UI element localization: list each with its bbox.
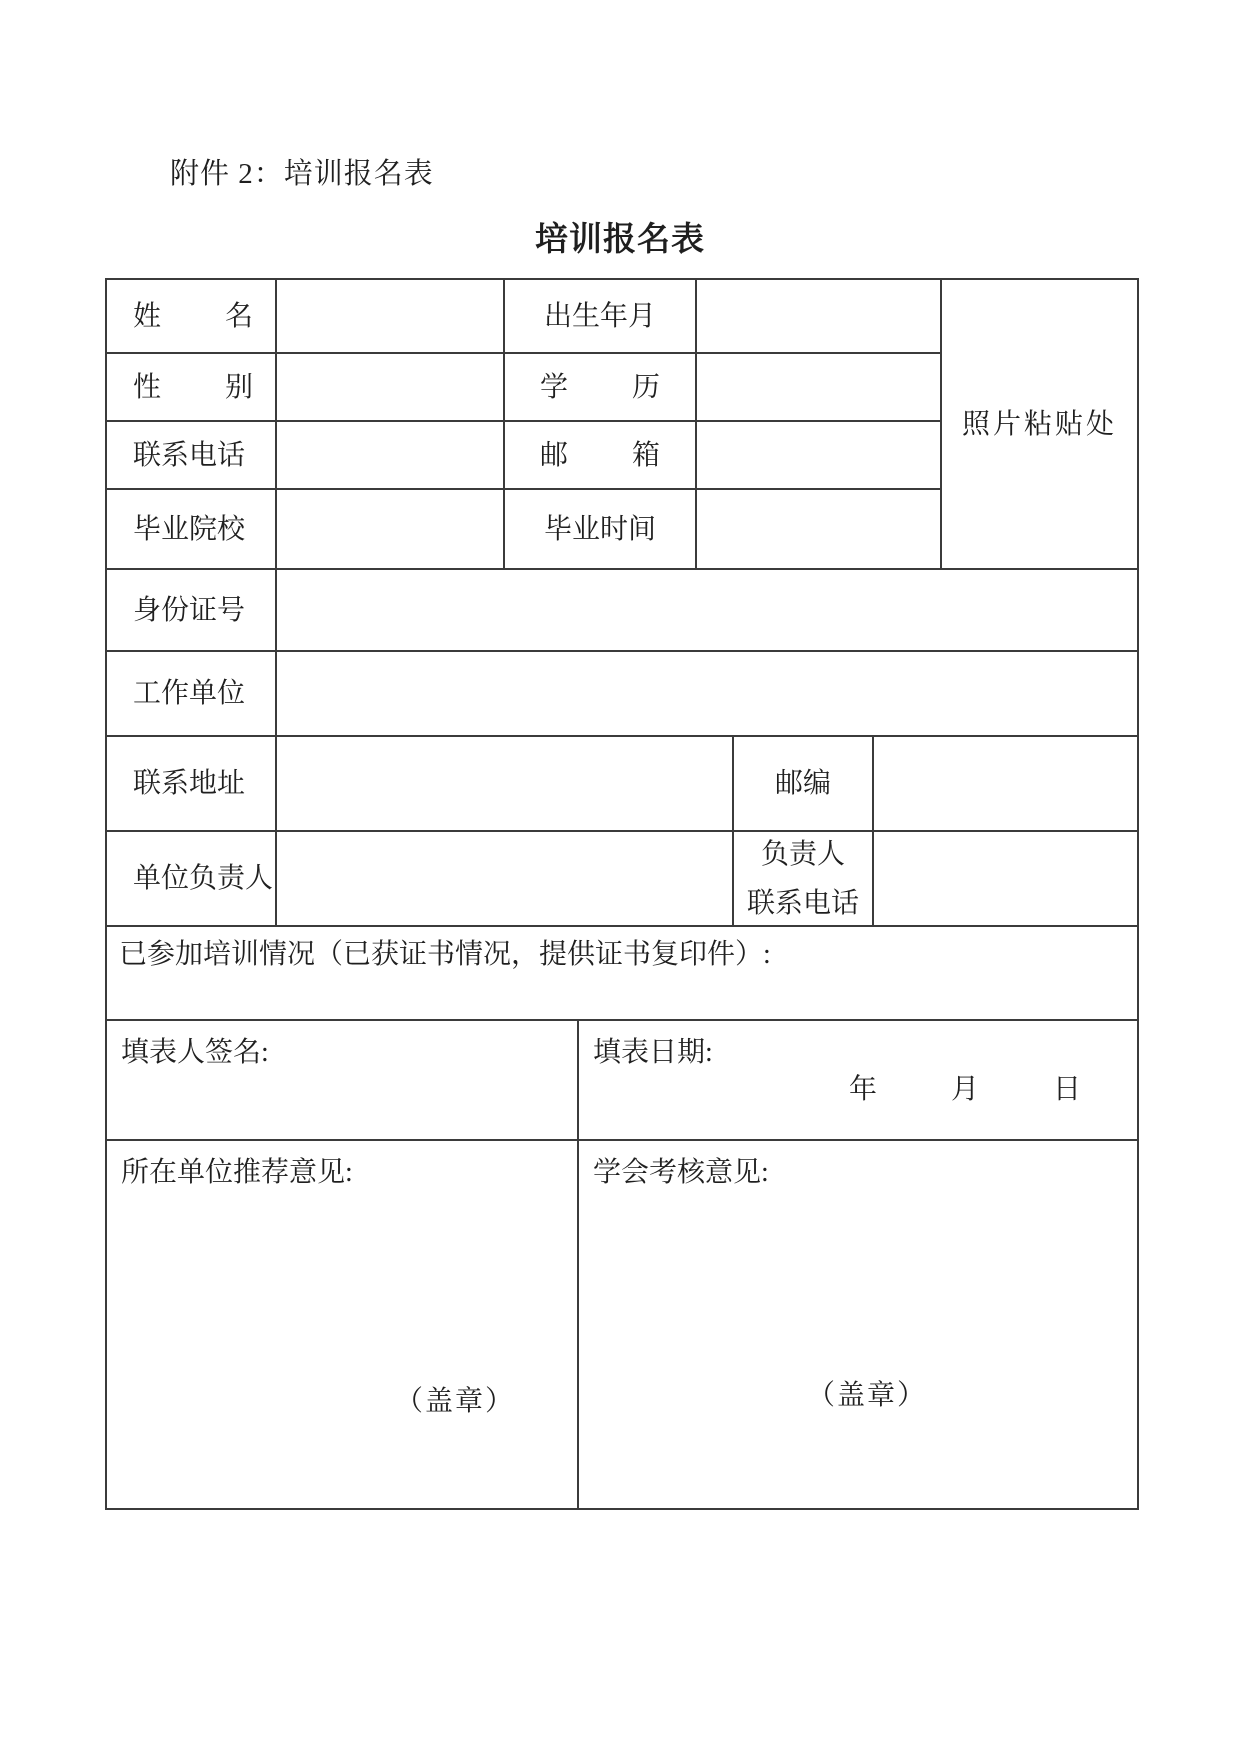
form-title: 培训报名表 (535, 222, 705, 258)
phone-input-cell[interactable] (275, 420, 505, 490)
id-number-label-cell (105, 568, 277, 652)
email-label-cell (503, 420, 697, 490)
unit-head-input-cell[interactable] (275, 830, 734, 927)
postal-code-label: 邮编 (774, 768, 831, 799)
unit-head-phone-input-cell[interactable] (872, 830, 1139, 927)
unit-head-label: 单位负责人 (133, 863, 274, 894)
email-input-cell[interactable] (695, 420, 942, 490)
education-label: 学历 (540, 371, 660, 403)
work-unit-label: 工作单位 (133, 678, 246, 709)
gender-input-cell[interactable] (275, 352, 505, 422)
society-review-cell[interactable] (577, 1139, 1139, 1510)
graduation-date-label-cell (503, 488, 697, 570)
unit-head-label-cell (105, 830, 277, 927)
birth-date-label: 出生年月 (543, 300, 656, 332)
contact-address-input-cell[interactable] (275, 735, 734, 832)
fill-date-label: 填表日期: (593, 1037, 713, 1068)
email-label: 邮箱 (540, 439, 660, 471)
contact-address-label: 联系地址 (133, 768, 246, 799)
date-blanks: 年 月 日 (848, 1074, 1087, 1105)
work-unit-input-cell[interactable] (275, 650, 1139, 737)
gender-label: 性别 (133, 371, 253, 403)
postal-code-label-cell (732, 735, 874, 832)
unit-recommendation-label: 所在单位推荐意见: (121, 1157, 353, 1188)
unit-recommendation-stamp-label: （盖章） (395, 1386, 516, 1417)
unit-recommendation-cell[interactable] (105, 1139, 579, 1510)
photo-paste-cell (940, 278, 1139, 570)
photo-paste-label: 照片粘贴处 (961, 408, 1117, 440)
graduate-school-label: 毕业院校 (133, 513, 246, 545)
name-input-cell[interactable] (275, 278, 505, 354)
gender-label-cell (105, 352, 277, 422)
contact-address-label-cell (105, 735, 277, 832)
education-label-cell (503, 352, 697, 422)
attachment-heading: 附件 2：培训报名表 (170, 158, 434, 190)
birth-date-label-cell (503, 278, 697, 354)
phone-label: 联系电话 (133, 439, 246, 471)
name-label: 姓名 (133, 300, 253, 332)
training-history-cell[interactable] (105, 925, 1139, 1021)
graduate-school-label-cell (105, 488, 277, 570)
applicant-signature-label: 填表人签名: (121, 1037, 269, 1068)
id-number-input-cell[interactable] (275, 568, 1139, 652)
unit-head-phone-label-line1: 负责人 (760, 838, 845, 870)
id-number-label: 身份证号 (133, 594, 246, 626)
graduation-date-input-cell[interactable] (695, 488, 942, 570)
graduation-date-label: 毕业时间 (543, 513, 656, 545)
applicant-signature-cell[interactable] (105, 1019, 579, 1141)
postal-code-input-cell[interactable] (872, 735, 1139, 832)
training-history-label: 已参加培训情况（已获证书情况，提供证书复印件）: (119, 939, 771, 970)
birth-date-input-cell[interactable] (695, 278, 942, 354)
graduate-school-input-cell[interactable] (275, 488, 505, 570)
work-unit-label-cell (105, 650, 277, 737)
unit-head-phone-label-line2: 联系电话 (746, 887, 859, 919)
unit-head-phone-label-cell (732, 830, 874, 927)
name-label-cell (105, 278, 277, 354)
fill-date-cell[interactable] (577, 1019, 1139, 1141)
society-review-label: 学会考核意见: (593, 1157, 769, 1188)
phone-label-cell (105, 420, 277, 490)
education-input-cell[interactable] (695, 352, 942, 422)
society-review-stamp-label: （盖章） (807, 1380, 928, 1411)
